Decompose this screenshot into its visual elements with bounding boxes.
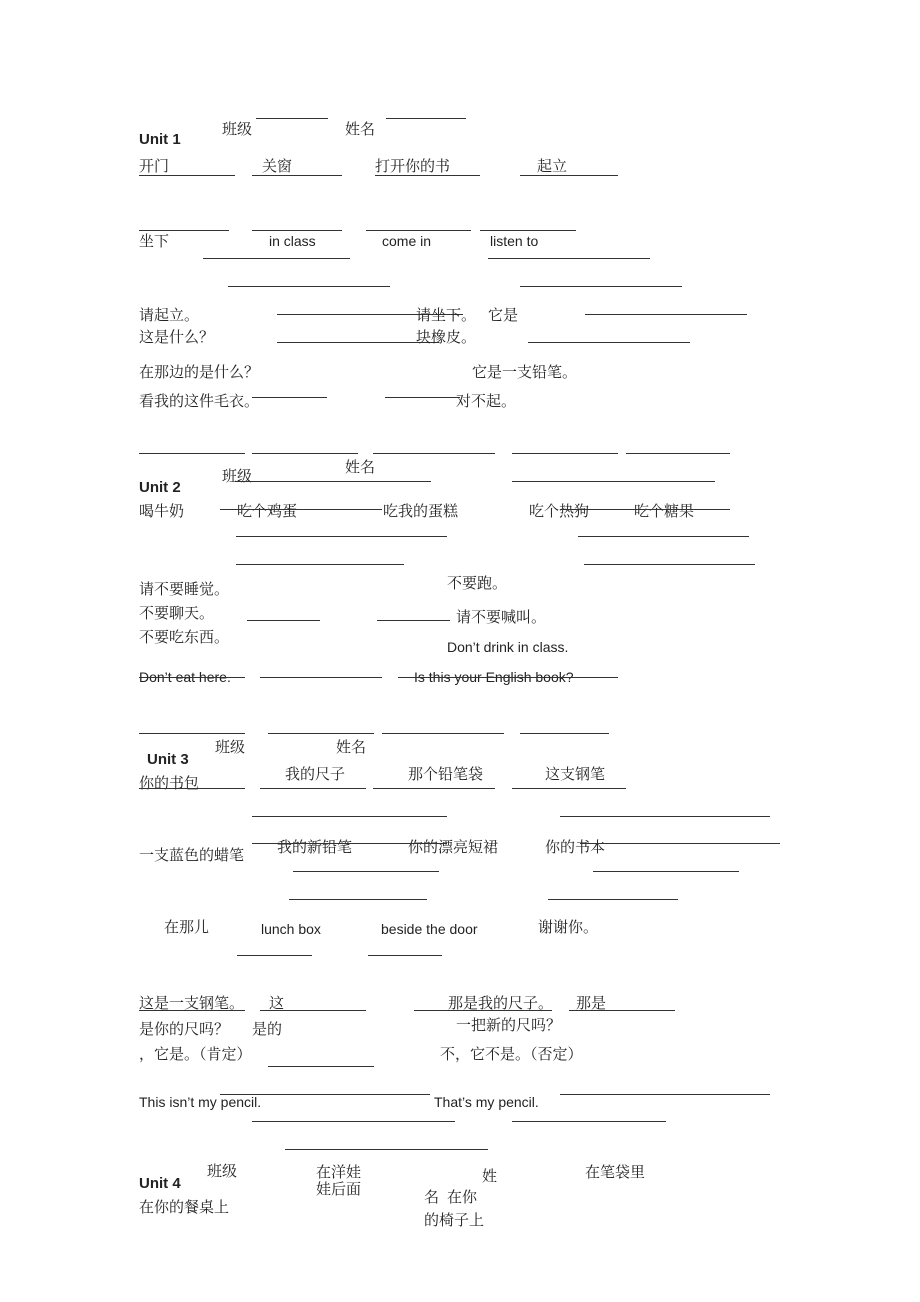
answer-blank[interactable]: [139, 1010, 245, 1011]
unit3-class-label: 班级: [215, 738, 246, 756]
answer-blank[interactable]: [268, 733, 374, 734]
unit3-word: 在那儿: [164, 918, 210, 936]
unit1-word: 开门: [139, 157, 170, 175]
unit1-name-blank[interactable]: [386, 118, 466, 119]
answer-blank[interactable]: [480, 230, 576, 231]
answer-blank[interactable]: [277, 342, 439, 343]
unit3-sentence: 那是: [576, 994, 607, 1012]
unit3-word: 一支蓝色的蜡笔: [139, 846, 245, 864]
unit3-word: 谢谢你。: [538, 918, 599, 936]
unit1-sentence: 请起立。: [139, 306, 200, 324]
unit1-sentence: 请坐下。: [416, 306, 477, 324]
answer-blank[interactable]: [236, 536, 447, 537]
answer-blank[interactable]: [252, 453, 358, 454]
answer-blank[interactable]: [528, 342, 690, 343]
answer-blank[interactable]: [512, 481, 715, 482]
answer-blank[interactable]: [203, 258, 350, 259]
unit4-title: Unit 4: [139, 1175, 181, 1192]
unit4-item: 名: [424, 1188, 440, 1206]
answer-blank[interactable]: [548, 899, 678, 900]
unit1-title: Unit 1: [139, 131, 181, 148]
answer-blank[interactable]: [373, 453, 495, 454]
answer-blank[interactable]: [252, 175, 342, 176]
answer-blank[interactable]: [252, 816, 447, 817]
unit2-word: 喝牛奶: [139, 502, 185, 520]
unit3-sentence: ，它是。（肯定）: [139, 1045, 252, 1063]
answer-blank[interactable]: [236, 564, 404, 565]
unit4-item: 在你的餐桌上: [139, 1198, 230, 1216]
answer-blank[interactable]: [289, 899, 427, 900]
answer-blank[interactable]: [252, 843, 447, 844]
answer-blank[interactable]: [377, 620, 450, 621]
answer-blank[interactable]: [293, 871, 439, 872]
unit3-sentence: 这是一支钢笔。: [139, 994, 245, 1012]
unit1-sentence: 在那边的是什么？: [139, 363, 260, 381]
answer-blank[interactable]: [569, 1010, 675, 1011]
unit4-item: 在笔袋里: [585, 1163, 646, 1181]
unit3-sentence: 是的: [252, 1020, 283, 1038]
unit3-sentence: 不，它不是。（否定）: [440, 1045, 583, 1063]
answer-blank[interactable]: [512, 788, 626, 789]
answer-blank[interactable]: [398, 677, 618, 678]
unit2-sentence: 不要跑。: [447, 574, 508, 592]
unit2-sentence: Don’t drink in class.: [447, 639, 569, 655]
unit4-item: 在洋娃: [316, 1163, 362, 1181]
unit3-sentence: 这: [269, 994, 285, 1012]
answer-blank[interactable]: [373, 788, 495, 789]
answer-blank[interactable]: [139, 788, 245, 789]
unit1-sentence: 看我的这件毛衣。: [139, 392, 260, 410]
answer-blank[interactable]: [414, 1010, 552, 1011]
answer-blank[interactable]: [520, 175, 618, 176]
answer-blank[interactable]: [220, 509, 382, 510]
unit2-sentence: Don’t eat here.: [139, 669, 231, 685]
answer-blank[interactable]: [488, 258, 650, 259]
answer-blank[interactable]: [139, 733, 245, 734]
unit2-title: Unit 2: [139, 479, 181, 496]
unit2-name-label: 姓名: [345, 458, 376, 476]
answer-blank[interactable]: [382, 733, 504, 734]
unit3-word: 我的尺子: [285, 765, 346, 783]
answer-blank[interactable]: [139, 230, 229, 231]
unit1-sentence: 对不起。: [456, 392, 517, 410]
answer-blank[interactable]: [560, 1094, 770, 1095]
answer-blank[interactable]: [285, 1149, 488, 1150]
unit1-sentence: 它是一支铅笔。: [472, 363, 578, 381]
unit3-name-label: 姓名: [336, 738, 367, 756]
answer-blank[interactable]: [375, 175, 480, 176]
unit1-word: come in: [382, 233, 432, 249]
unit3-sentence: This isn’t my pencil.: [139, 1094, 262, 1110]
unit1-word: listen to: [490, 233, 539, 249]
unit1-word: 关窗: [262, 157, 293, 175]
answer-blank[interactable]: [593, 871, 739, 872]
unit3-sentence: 是你的尺吗？: [139, 1020, 230, 1038]
answer-blank[interactable]: [252, 230, 342, 231]
unit1-class-blank[interactable]: [256, 118, 328, 119]
unit1-word: in class: [269, 233, 316, 249]
unit2-word: 吃个鸡蛋: [237, 502, 298, 520]
answer-blank[interactable]: [260, 788, 366, 789]
unit3-word: beside the door: [381, 921, 478, 937]
answer-blank[interactable]: [520, 733, 609, 734]
unit3-word: lunch box: [261, 921, 321, 937]
unit3-sentence: That’s my pencil.: [434, 1094, 539, 1110]
answer-blank[interactable]: [520, 286, 682, 287]
answer-blank[interactable]: [252, 397, 327, 398]
unit3-word: 你的漂亮短裙: [408, 838, 499, 856]
answer-blank[interactable]: [247, 620, 320, 621]
answer-blank[interactable]: [228, 286, 390, 287]
unit2-class-label: 班级: [222, 467, 253, 485]
answer-blank[interactable]: [368, 955, 442, 956]
answer-blank[interactable]: [584, 564, 755, 565]
answer-blank[interactable]: [585, 314, 747, 315]
answer-blank[interactable]: [268, 1066, 374, 1067]
answer-blank[interactable]: [237, 955, 312, 956]
answer-blank[interactable]: [560, 816, 770, 817]
answer-blank[interactable]: [139, 453, 245, 454]
answer-blank[interactable]: [252, 1121, 455, 1122]
unit3-sentence: 一把新的尺吗？: [456, 1016, 562, 1034]
unit1-word: 起立: [537, 157, 568, 175]
unit4-item: 在你: [447, 1188, 478, 1206]
unit1-name-label: 姓名: [345, 120, 376, 138]
answer-blank[interactable]: [366, 230, 471, 231]
answer-blank[interactable]: [260, 1010, 366, 1011]
unit3-title: Unit 3: [147, 751, 189, 768]
unit3-word: 这支钢笔: [545, 765, 606, 783]
unit2-sentence: 不要聊天。: [139, 604, 215, 622]
unit3-word: 那个铅笔袋: [408, 765, 484, 783]
unit2-sentence: 请不要喊叫。: [456, 608, 547, 626]
unit1-word: 打开你的书: [375, 157, 451, 175]
unit2-sentence: 请不要睡觉。: [139, 580, 230, 598]
answer-blank[interactable]: [385, 397, 460, 398]
answer-blank[interactable]: [260, 677, 382, 678]
unit3-word: 你的书本: [545, 838, 606, 856]
unit1-sentence: 块橡皮。: [416, 328, 477, 346]
unit2-word: 吃个糖果: [634, 502, 695, 520]
unit4-item: 娃后面: [316, 1180, 362, 1198]
answer-blank[interactable]: [139, 175, 235, 176]
answer-blank[interactable]: [560, 509, 730, 510]
unit1-class-label: 班级: [222, 120, 253, 138]
answer-blank[interactable]: [580, 843, 780, 844]
answer-blank[interactable]: [626, 453, 730, 454]
unit4-item: 的椅子上: [424, 1211, 485, 1229]
answer-blank[interactable]: [512, 453, 618, 454]
unit1-word: 坐下: [139, 232, 170, 250]
answer-blank[interactable]: [236, 481, 431, 482]
unit3-word: 你的书包: [139, 774, 200, 792]
unit2-sentence: 不要吃东西。: [139, 628, 230, 646]
unit1-sentence: 这是什么？: [139, 328, 215, 346]
answer-blank[interactable]: [139, 677, 245, 678]
unit2-word: 吃个热狗: [529, 502, 590, 520]
unit4-class-label: 班级: [207, 1162, 238, 1180]
unit4-item: 姓: [482, 1167, 498, 1185]
unit1-sentence: 它是: [488, 306, 519, 324]
unit2-word: 吃我的蛋糕: [383, 502, 459, 520]
unit3-word: 我的新铅笔: [277, 838, 353, 856]
answer-blank[interactable]: [578, 536, 749, 537]
unit2-sentence: Is this your English book?: [414, 669, 574, 685]
unit3-sentence: 那是我的尺子。: [448, 994, 554, 1012]
answer-blank[interactable]: [512, 1121, 666, 1122]
